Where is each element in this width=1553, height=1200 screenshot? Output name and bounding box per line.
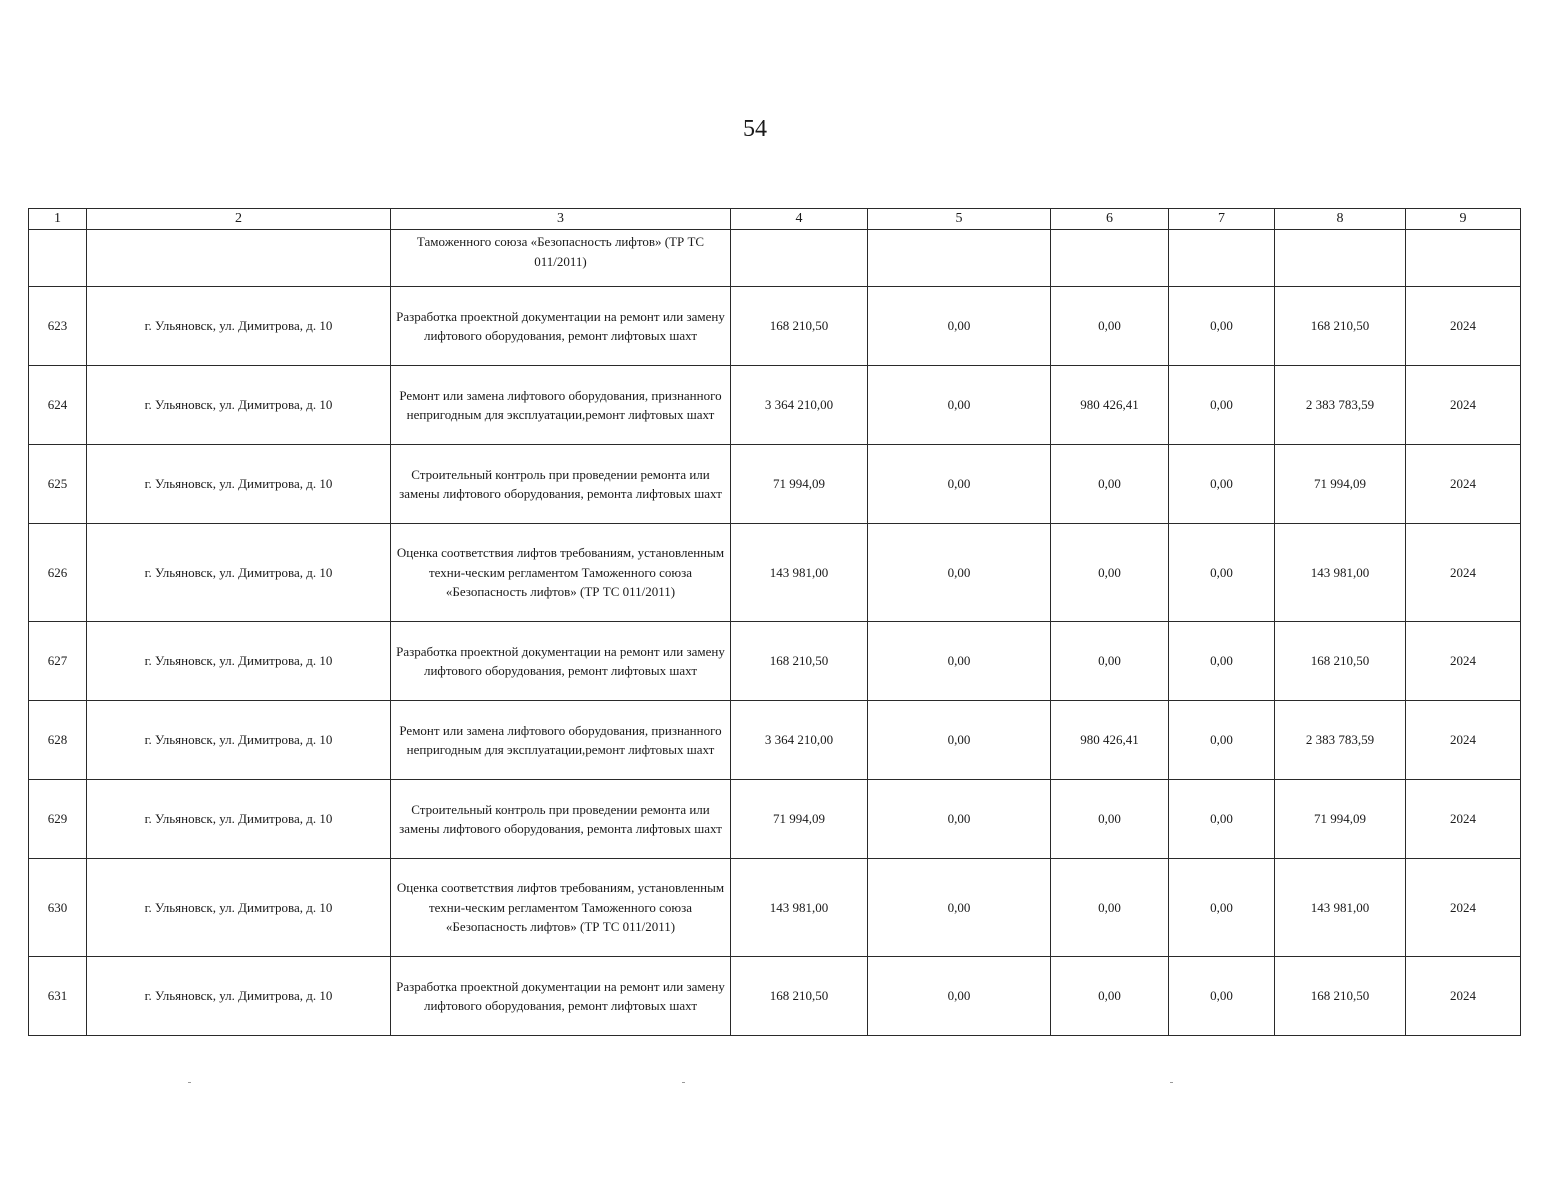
row-number: 623 (29, 287, 87, 366)
value-cell: 2 383 783,59 (1275, 366, 1406, 445)
address-cell: г. Ульяновск, ул. Димитрова, д. 10 (87, 366, 391, 445)
work-description-cell: Строительный контроль при проведении ремонта или замены лифтового оборудования, ремонта лифтовых шахт (391, 780, 731, 859)
column-header: 2 (87, 209, 391, 230)
address-cell: г. Ульяновск, ул. Димитрова, д. 10 (87, 957, 391, 1036)
value-cell: 2 383 783,59 (1275, 701, 1406, 780)
total-cost-cell: 168 210,50 (731, 287, 868, 366)
table-row (29, 859, 1521, 957)
value-cell: 0,00 (1051, 524, 1169, 622)
year-cell: 2024 (1406, 701, 1521, 780)
scan-speck (682, 1082, 685, 1083)
value-cell: 980 426,41 (1051, 701, 1169, 780)
address-cell: г. Ульяновск, ул. Димитрова, д. 10 (87, 524, 391, 622)
year-cell: 2024 (1406, 957, 1521, 1036)
total-cost-cell: 71 994,09 (731, 780, 868, 859)
value-cell: 0,00 (1051, 445, 1169, 524)
page-number: 54 (743, 116, 767, 142)
value-cell (868, 230, 1051, 287)
column-header: 6 (1051, 209, 1169, 230)
table-row (29, 445, 1521, 524)
capital-repair-table (28, 208, 1521, 1036)
column-number-header-row (29, 209, 1521, 230)
value-cell: 0,00 (868, 366, 1051, 445)
value-cell: 980 426,41 (1051, 366, 1169, 445)
work-description-cell: Оценка соответствия лифтов требованиям, установленным техни-ческим регламентом Таможенного союза «Безопасность лифтов» (ТР ТС 011/2011) (391, 859, 731, 957)
column-header: 7 (1169, 209, 1275, 230)
value-cell: 0,00 (1169, 622, 1275, 701)
total-cost-cell: 143 981,00 (731, 859, 868, 957)
column-header: 8 (1275, 209, 1406, 230)
row-number: 625 (29, 445, 87, 524)
value-cell: 0,00 (1051, 859, 1169, 957)
year-cell (1406, 230, 1521, 287)
row-number: 626 (29, 524, 87, 622)
table-row (29, 701, 1521, 780)
column-header: 9 (1406, 209, 1521, 230)
address-cell: г. Ульяновск, ул. Димитрова, д. 10 (87, 287, 391, 366)
value-cell: 143 981,00 (1275, 859, 1406, 957)
total-cost-cell: 143 981,00 (731, 524, 868, 622)
value-cell: 0,00 (1051, 622, 1169, 701)
work-description-cell: Ремонт или замена лифтового оборудования, признанного непригодным для эксплуатации,ремонт лифтовых шахт (391, 701, 731, 780)
value-cell: 168 210,50 (1275, 622, 1406, 701)
value-cell (1275, 230, 1406, 287)
address-cell: г. Ульяновск, ул. Димитрова, д. 10 (87, 622, 391, 701)
value-cell: 0,00 (1169, 957, 1275, 1036)
total-cost-cell: 71 994,09 (731, 445, 868, 524)
table-row (29, 957, 1521, 1036)
value-cell: 0,00 (1169, 366, 1275, 445)
table-row (29, 366, 1521, 445)
work-description-cell: Разработка проектной документации на ремонт или замену лифтового оборудования, ремонт лифтовых шахт (391, 622, 731, 701)
row-number: 624 (29, 366, 87, 445)
value-cell: 143 981,00 (1275, 524, 1406, 622)
value-cell: 0,00 (1169, 780, 1275, 859)
value-cell: 0,00 (1051, 287, 1169, 366)
value-cell: 0,00 (1169, 287, 1275, 366)
value-cell: 0,00 (1169, 524, 1275, 622)
total-cost-cell: 3 364 210,00 (731, 366, 868, 445)
address-cell: г. Ульяновск, ул. Димитрова, д. 10 (87, 780, 391, 859)
total-cost-cell (731, 230, 868, 287)
year-cell: 2024 (1406, 780, 1521, 859)
value-cell: 0,00 (1051, 780, 1169, 859)
column-header: 4 (731, 209, 868, 230)
value-cell: 168 210,50 (1275, 957, 1406, 1036)
row-number: 627 (29, 622, 87, 701)
row-number: 629 (29, 780, 87, 859)
value-cell: 0,00 (868, 957, 1051, 1036)
row-number: 628 (29, 701, 87, 780)
table-row (29, 780, 1521, 859)
work-description-cell: Ремонт или замена лифтового оборудования, признанного непригодным для эксплуатации,ремонт лифтовых шахт (391, 366, 731, 445)
scan-speck (188, 1082, 191, 1083)
value-cell: 0,00 (868, 701, 1051, 780)
value-cell: 0,00 (868, 622, 1051, 701)
work-description-cell: Оценка соответствия лифтов требованиям, установленным техни-ческим регламентом Таможенного союза «Безопасность лифтов» (ТР ТС 011/2011) (391, 524, 731, 622)
column-header: 5 (868, 209, 1051, 230)
work-description-cell: Строительный контроль при проведении ремонта или замены лифтового оборудования, ремонта лифтовых шахт (391, 445, 731, 524)
table-row-continuation (29, 230, 1521, 287)
year-cell: 2024 (1406, 445, 1521, 524)
address-cell: г. Ульяновск, ул. Димитрова, д. 10 (87, 859, 391, 957)
value-cell: 0,00 (1169, 445, 1275, 524)
address-cell: г. Ульяновск, ул. Димитрова, д. 10 (87, 701, 391, 780)
year-cell: 2024 (1406, 622, 1521, 701)
work-description-cell: Разработка проектной документации на ремонт или замену лифтового оборудования, ремонт лифтовых шахт (391, 957, 731, 1036)
table-row (29, 622, 1521, 701)
work-description-cell: Разработка проектной документации на ремонт или замену лифтового оборудования, ремонт лифтовых шахт (391, 287, 731, 366)
value-cell: 0,00 (1169, 701, 1275, 780)
address-cell (87, 230, 391, 287)
value-cell: 0,00 (1051, 957, 1169, 1036)
table-row (29, 524, 1521, 622)
value-cell: 0,00 (868, 287, 1051, 366)
value-cell: 168 210,50 (1275, 287, 1406, 366)
column-header: 3 (391, 209, 731, 230)
total-cost-cell: 168 210,50 (731, 957, 868, 1036)
year-cell: 2024 (1406, 366, 1521, 445)
year-cell: 2024 (1406, 524, 1521, 622)
total-cost-cell: 3 364 210,00 (731, 701, 868, 780)
value-cell: 0,00 (1169, 859, 1275, 957)
value-cell: 0,00 (868, 780, 1051, 859)
row-number: 631 (29, 957, 87, 1036)
value-cell: 0,00 (868, 445, 1051, 524)
row-number (29, 230, 87, 287)
value-cell: 71 994,09 (1275, 780, 1406, 859)
table-row (29, 287, 1521, 366)
work-description-cell: Таможенного союза «Безопасность лифтов» (ТР ТС 011/2011) (391, 230, 731, 287)
value-cell: 0,00 (868, 524, 1051, 622)
scan-speck (1170, 1082, 1173, 1083)
total-cost-cell: 168 210,50 (731, 622, 868, 701)
column-header: 1 (29, 209, 87, 230)
value-cell (1169, 230, 1275, 287)
address-cell: г. Ульяновск, ул. Димитрова, д. 10 (87, 445, 391, 524)
value-cell (1051, 230, 1169, 287)
year-cell: 2024 (1406, 859, 1521, 957)
year-cell: 2024 (1406, 287, 1521, 366)
row-number: 630 (29, 859, 87, 957)
value-cell: 71 994,09 (1275, 445, 1406, 524)
value-cell: 0,00 (868, 859, 1051, 957)
